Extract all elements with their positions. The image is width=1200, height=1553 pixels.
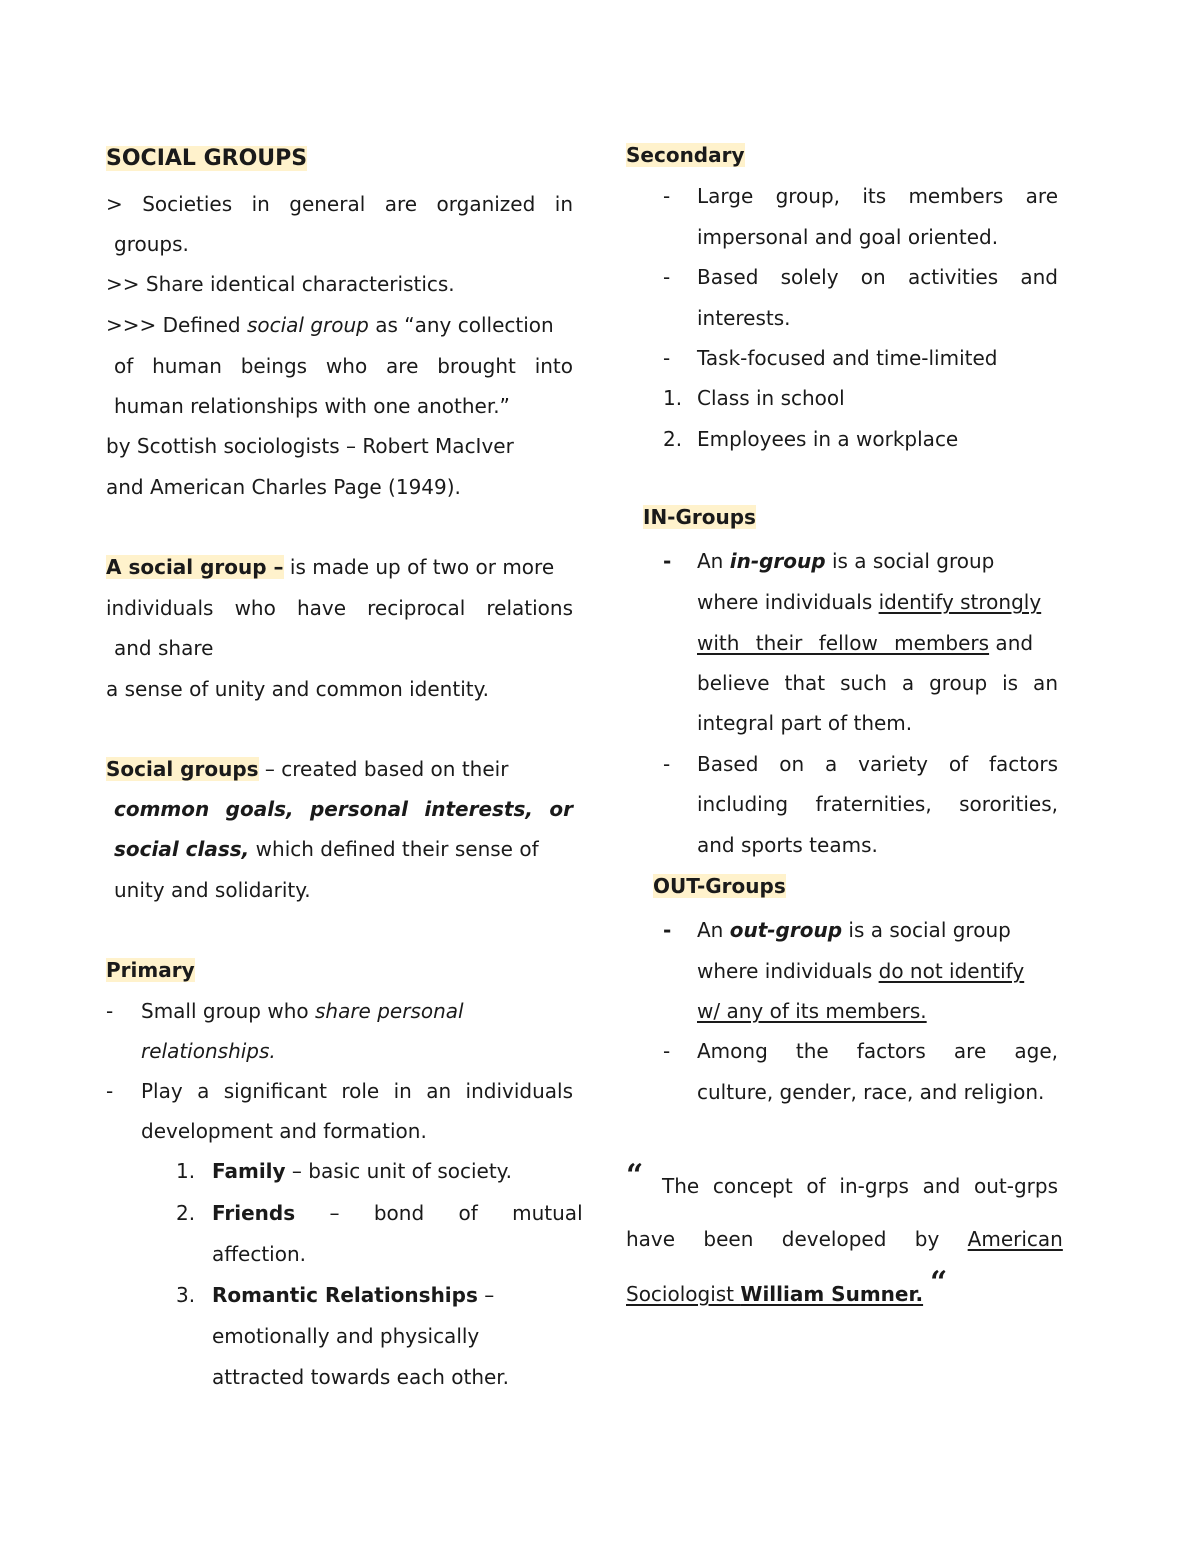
secondary-n1: Class in school bbox=[697, 386, 845, 410]
number-marker: 1. bbox=[663, 386, 683, 410]
quote-line-3: Sociologist William Sumner. bbox=[626, 1282, 924, 1306]
bullet-dash: - bbox=[663, 1039, 671, 1063]
primary-n3: Romantic Relationships – bbox=[212, 1283, 495, 1307]
intro-line-3: >> Share identical characteristics. bbox=[106, 272, 455, 296]
groups-line-3: social class, which defined their sense of bbox=[114, 837, 539, 861]
primary-n2-cont: affection. bbox=[212, 1242, 307, 1266]
out-b1-line1: An out-group is a social group bbox=[697, 918, 1011, 942]
in-b2-line1: Based on a variety of factors bbox=[697, 752, 1058, 776]
primary-b1-line2: relationships. bbox=[141, 1039, 276, 1063]
out-b2-line1: Among the factors are age, bbox=[697, 1039, 1058, 1063]
out-groups-heading: OUT-Groups bbox=[653, 874, 786, 898]
number-marker: 3. bbox=[176, 1283, 196, 1307]
primary-n3-cont-2: attracted towards each other. bbox=[212, 1365, 510, 1389]
in-b1-line1: An in-group is a social group bbox=[697, 549, 995, 573]
secondary-b2-line2: interests. bbox=[697, 306, 791, 330]
secondary-heading: Secondary bbox=[626, 143, 745, 167]
primary-b2-line1: Play a significant role in an individuals bbox=[141, 1079, 573, 1103]
out-b1-line2: where individuals do not identify bbox=[697, 959, 1025, 983]
out-b2-line2: culture, gender, race, and religion. bbox=[697, 1080, 1045, 1104]
intro-line-6: human relationships with one another.” bbox=[114, 394, 510, 418]
quote-line-1: The concept of in-grps and out-grps bbox=[662, 1174, 1058, 1198]
intro-line-4: >>> Defined social group as “any collection bbox=[106, 313, 554, 337]
intro-line-8: and American Charles Page (1949). bbox=[106, 475, 461, 499]
in-b1-line3: with their fellow members and bbox=[697, 631, 1034, 655]
secondary-b1-line2: impersonal and goal oriented. bbox=[697, 225, 999, 249]
open-quote-mark: “ bbox=[626, 1158, 644, 1193]
in-b1-line4: believe that such a group is an bbox=[697, 671, 1058, 695]
quote-line-2: have been developed by American bbox=[626, 1227, 1063, 1251]
secondary-n2: Employees in a workplace bbox=[697, 427, 959, 451]
bullet-dash: - bbox=[663, 752, 671, 776]
number-marker: 1. bbox=[176, 1159, 196, 1183]
def-term: A social group – bbox=[106, 555, 284, 579]
bullet-dash: - bbox=[663, 265, 671, 289]
in-b2-line3: and sports teams. bbox=[697, 833, 878, 857]
in-b1-line2: where individuals identify strongly bbox=[697, 590, 1042, 614]
in-groups-heading: IN-Groups bbox=[643, 505, 756, 529]
groups-line-4: unity and solidarity. bbox=[114, 878, 311, 902]
def-line-3: and share bbox=[114, 636, 214, 660]
secondary-b1-line1: Large group, its members are bbox=[697, 184, 1058, 208]
bullet-dash: - bbox=[663, 549, 672, 573]
intro-line-5: of human beings who are brought into bbox=[114, 354, 573, 378]
close-quote-mark: “ bbox=[930, 1265, 948, 1300]
secondary-b2-line1: Based solely on activities and bbox=[697, 265, 1058, 289]
def-line-4: a sense of unity and common identity. bbox=[106, 677, 489, 701]
primary-n1: Family – basic unit of society. bbox=[212, 1159, 513, 1183]
out-b1-line3: w/ any of its members. bbox=[697, 999, 927, 1023]
page-title: SOCIAL GROUPS bbox=[106, 146, 308, 171]
bullet-dash: - bbox=[663, 184, 671, 208]
number-marker: 2. bbox=[663, 427, 683, 451]
secondary-b3: Task-focused and time-limited bbox=[697, 346, 998, 370]
groups-line-1: Social groups – created based on their bbox=[106, 757, 509, 781]
def-line-1: A social group – is made up of two or more bbox=[106, 555, 555, 579]
bullet-dash: - bbox=[663, 346, 671, 370]
primary-n3-cont-1: emotionally and physically bbox=[212, 1324, 480, 1348]
intro-line-1: > Societies in general are organized in bbox=[106, 192, 573, 216]
bullet-dash: - bbox=[106, 1079, 114, 1103]
primary-n2: Friends – bond of mutual bbox=[212, 1201, 583, 1225]
groups-term: Social groups bbox=[106, 757, 259, 781]
in-b1-line5: integral part of them. bbox=[697, 711, 913, 735]
groups-line-2: common goals, personal interests, or bbox=[114, 797, 573, 821]
intro-line-7: by Scottish sociologists – Robert MacIver bbox=[106, 434, 514, 458]
primary-heading: Primary bbox=[106, 958, 195, 982]
bullet-dash: - bbox=[663, 918, 672, 942]
in-b2-line2: including fraternities, sororities, bbox=[697, 792, 1058, 816]
def-line-2: individuals who have reciprocal relations bbox=[106, 596, 573, 620]
primary-b2-line2: development and formation. bbox=[141, 1119, 427, 1143]
primary-b1-line1: Small group who share personal bbox=[141, 999, 464, 1023]
intro-line-2: groups. bbox=[114, 232, 189, 256]
bullet-dash: - bbox=[106, 999, 114, 1023]
number-marker: 2. bbox=[176, 1201, 196, 1225]
